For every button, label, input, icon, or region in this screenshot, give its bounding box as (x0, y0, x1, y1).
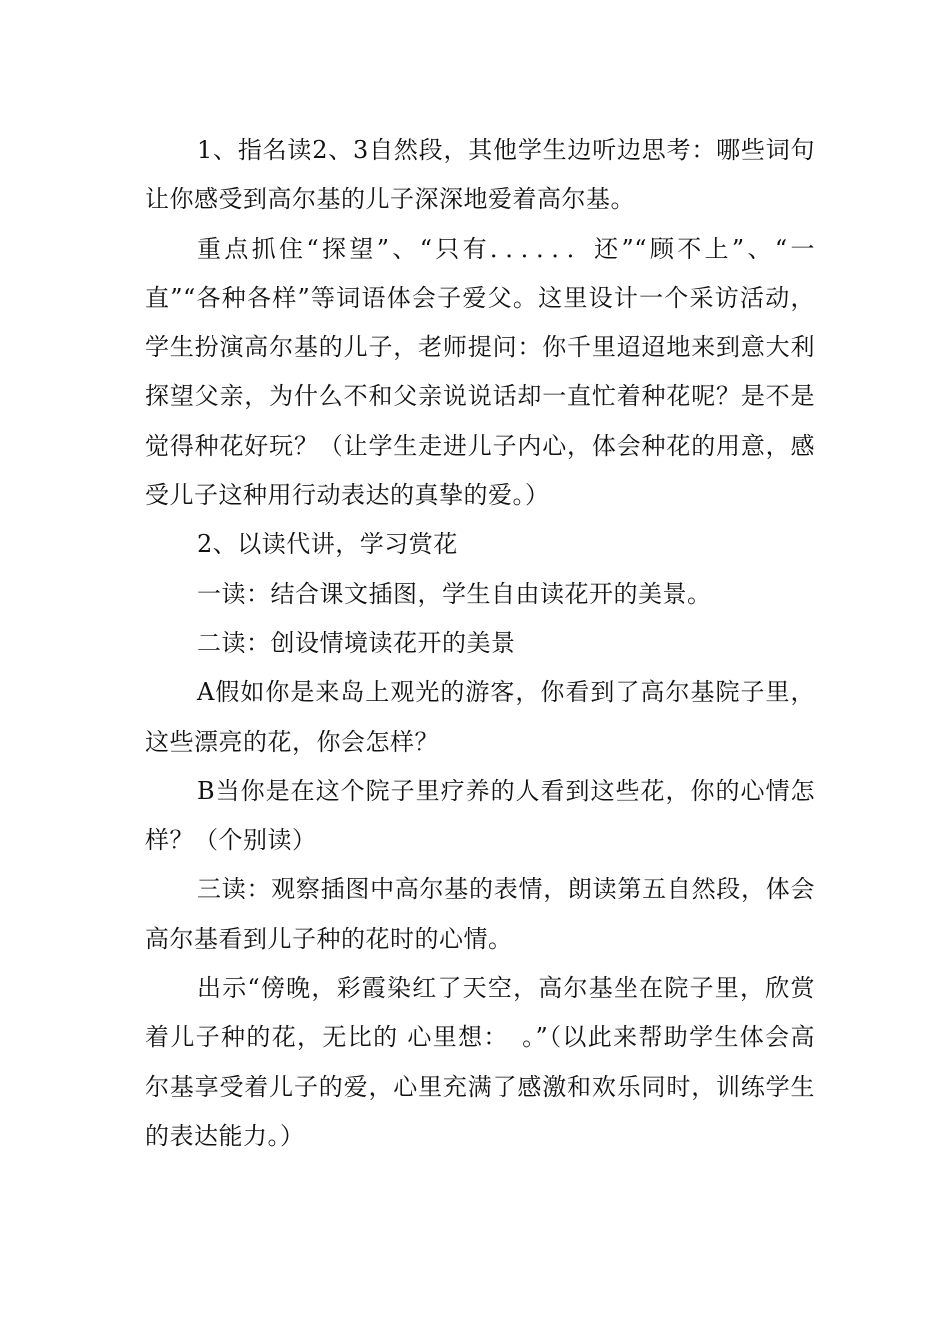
paragraph-4: 一读：结合课文插图，学生自由读花开的美景。 (197, 579, 712, 608)
paragraph-3: 2、以读代讲，学习赏花 (197, 530, 458, 559)
paragraph-5: 二读：创设情境读花开的美景 (197, 628, 516, 657)
paragraph-2: 重点抓住“探望”、“只有．．．．．．还”“顾不上”、“一直”“各种各样”等词语体会子爱父。这里设计一个采访活动，学生扮演高尔基的儿子，老师提问：你千里迢迢地来到意大利探望父亲，为什么不和父亲说说话却一直忙着种花呢？是不是觉得种花好玩？（让学生走进儿子内心，体会种花的用意，感受儿子这种用行动表达的真挚的爱。） (145, 234, 815, 510)
paragraph-7: B当你是在这个院子里疗养的人看到这些花，你的心情怎样？（个别读） (145, 776, 815, 855)
paragraph-1: 1、指名读2、3自然段，其他学生边听边思考：哪些词句让你感受到高尔基的儿子深深地爱着高尔基。 (145, 136, 815, 214)
paragraph-6: A假如你是来岛上观光的游客，你看到了高尔基院子里，这些漂亮的花，你会怎样？ (145, 678, 815, 756)
paragraph-8: 三读：观察插图中高尔基的表情，朗读第五自然段，体会高尔基看到儿子种的花时的心情。 (145, 875, 815, 953)
paragraph-9: 出示“傍晚，彩霞染红了天空，高尔基坐在院子里，欣赏着儿子种的花，无比的 心里想： 。”（以此来帮助学生体会高尔基享受着儿子的爱，心里充满了感激和欢乐同时，训练学生的表达能力。） (145, 974, 815, 1150)
document-page (145, 126, 815, 1161)
